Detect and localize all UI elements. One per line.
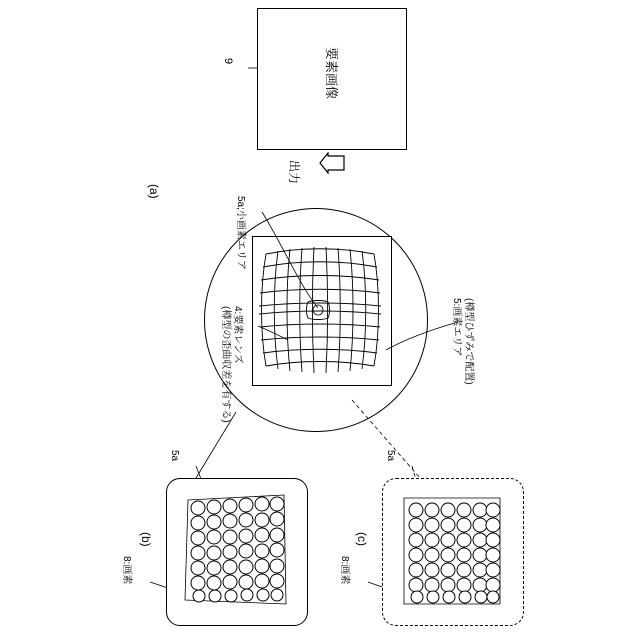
- callout-element-lens-note: (樽型の歪曲収差を有する): [220, 306, 231, 423]
- callout-element-lens: 4:要素レンズ: [232, 306, 243, 364]
- panel-label-b: (b): [139, 532, 153, 547]
- callout-pixel-area: 5:画素エリア: [451, 298, 462, 357]
- output-arrow-icon: [318, 152, 346, 174]
- callout-pixel-area-note: (樽型ひずみで配置): [463, 298, 474, 385]
- panel-c-callout-5a: 5a: [385, 450, 396, 462]
- output-label: 出力: [287, 160, 301, 185]
- panel-b-callout-5a: 5a: [169, 450, 180, 462]
- barrel-distorted-grid: [252, 236, 390, 384]
- ref-number-9: 9: [222, 58, 234, 65]
- panel-label-c: (c): [355, 532, 369, 546]
- callout-small-pixel-area: 5a;小画素エリア: [235, 196, 246, 270]
- panel-b-callout-8: 8:画素: [121, 556, 132, 585]
- element-image-label: 要素画像: [324, 47, 339, 100]
- panel-label-a: (a): [147, 184, 161, 199]
- element-image-box: [257, 8, 407, 150]
- panel-c-callout-8: 8:画素: [339, 556, 350, 585]
- panel-c-pixel-array: [400, 494, 504, 608]
- panel-b-pixel-array: [182, 492, 290, 610]
